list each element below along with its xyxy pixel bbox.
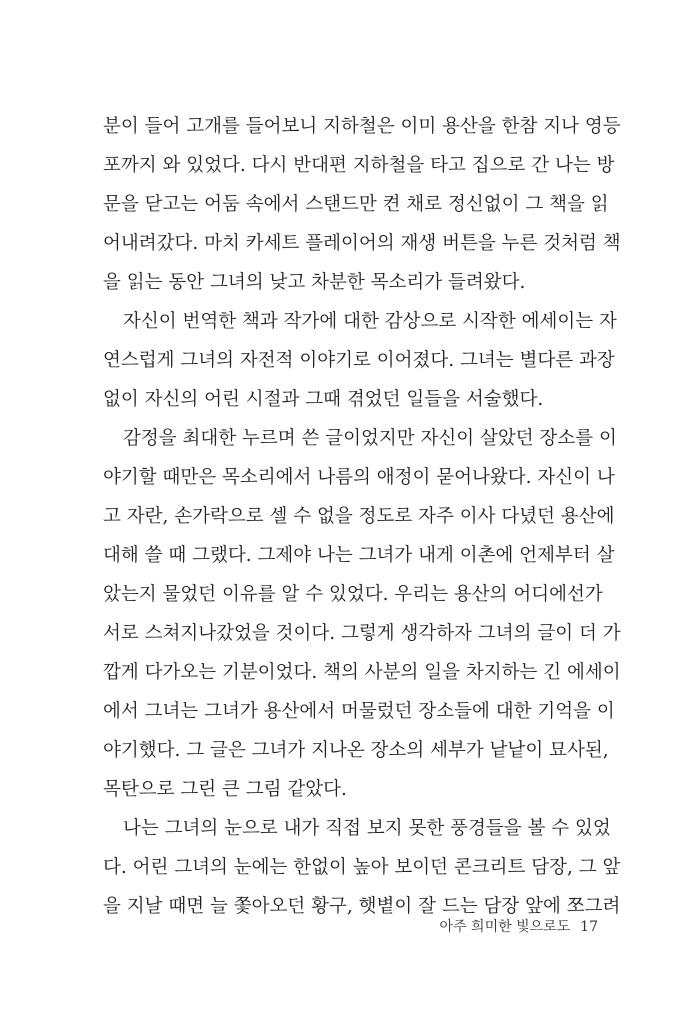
text-line: 고 자란, 손가락으로 셀 수 없을 정도로 자주 이사 다녔던 용산에 bbox=[103, 506, 615, 527]
running-title: 아주 희미한 빛으로도 bbox=[439, 919, 571, 935]
page-footer bbox=[430, 916, 598, 936]
text-line: 을 읽는 동안 그녀의 낮고 차분한 목소리가 들려왔다. bbox=[103, 272, 526, 293]
text-line: 어내려갔다. 마치 카세트 플레이어의 재생 버튼을 누른 것처럼 책 bbox=[103, 233, 621, 254]
text-line: 연스럽게 그녀의 자전적 이야기로 이어졌다. 그녀는 별다른 과장 bbox=[103, 350, 615, 371]
text-line: 포까지 와 있었다. 다시 반대편 지하철을 타고 집으로 간 나는 방 bbox=[103, 155, 615, 176]
text-line: 목탄으로 그린 큰 그림 같았다. bbox=[103, 779, 347, 800]
text-line: 없이 자신의 어린 시절과 그때 겪었던 일들을 서술했다. bbox=[103, 389, 544, 410]
text-line: 대해 쓸 때 그랬다. 그제야 나는 그녀가 내게 이촌에 언제부터 살 bbox=[103, 545, 615, 566]
text-line: 야기할 때만은 목소리에서 나름의 애정이 묻어나왔다. 자신이 나 bbox=[103, 467, 615, 488]
text-line: 았는지 물었던 이유를 알 수 있었다. 우리는 용산의 어디에선가 bbox=[103, 584, 603, 605]
body-text bbox=[103, 112, 621, 931]
page-number: 17 bbox=[580, 919, 598, 935]
text-line: 나는 그녀의 눈으로 내가 직접 보지 못한 풍경들을 볼 수 있었 bbox=[123, 818, 611, 839]
text-line: 을 지날 때면 늘 쫓아오던 황구, 햇볕이 잘 드는 담장 앞에 쪼그려 bbox=[103, 896, 621, 917]
text-line: 깝게 다가오는 기분이었다. 책의 사분의 일을 차지하는 긴 에세이 bbox=[103, 662, 621, 683]
text-line: 서로 스쳐지나갔었을 것이다. 그렇게 생각하자 그녀의 글이 더 가 bbox=[103, 623, 621, 644]
text-line: 감정을 최대한 누르며 쓴 글이었지만 자신이 살았던 장소를 이 bbox=[123, 428, 617, 449]
text-line: 문을 닫고는 어둠 속에서 스탠드만 켠 채로 정신없이 그 책을 읽 bbox=[103, 194, 609, 215]
text-line: 에서 그녀는 그녀가 용산에서 머물렀던 장소들에 대한 기억을 이 bbox=[103, 701, 615, 722]
text-line: 분이 들어 고개를 들어보니 지하철은 이미 용산을 한참 지나 영등 bbox=[103, 116, 621, 137]
text-line: 야기했다. 그 글은 그녀가 지나온 장소의 세부가 낱낱이 묘사된, bbox=[103, 740, 609, 761]
text-line: 자신이 번역한 책과 작가에 대한 감상으로 시작한 에세이는 자 bbox=[123, 311, 617, 332]
text-line: 다. 어린 그녀의 눈에는 한없이 높아 보이던 콘크리트 담장, 그 앞 bbox=[103, 857, 621, 878]
